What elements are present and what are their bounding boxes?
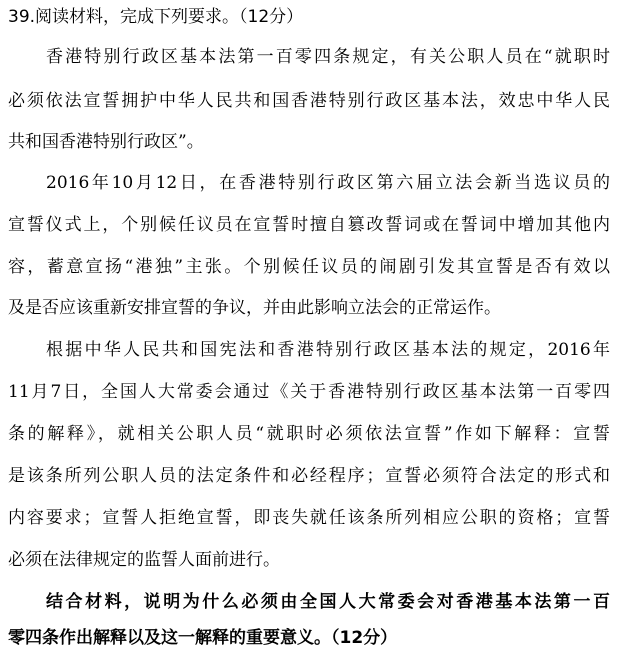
task-line-2: 零四条作出解释以及这一解释的重要意义。（12分）	[8, 628, 398, 648]
paragraph-1-line-2: 必须依法宣誓拥护中华人民共和国香港特别行政区基本法，效忠中华人民	[8, 91, 610, 111]
question-header: 39.阅读材料，完成下列要求。（12分）	[8, 7, 304, 27]
paragraph-2-line-3: 容，蓄意宣扬“港独”主张。个别候任议员的闹剧引发其宣誓是否有效以	[8, 257, 610, 277]
paragraph-3-line-3: 条的解释》，就相关公职人员“就职时必须依法宣誓”作如下解释：宣誓	[8, 424, 610, 444]
paragraph-1-line-3: 共和国香港特别行政区”。	[8, 132, 204, 152]
paragraph-2-line-2: 宣誓仪式上，个别候任议员在宣誓时擅自篡改誓词或在誓词中增加其他内	[8, 215, 610, 235]
paragraph-1-line-1: 香港特别行政区基本法第一百零四条规定，有关公职人员在“就职时	[46, 47, 610, 67]
task-line-1: 结合材料，说明为什么必须由全国人大常委会对香港基本法第一百	[46, 592, 610, 612]
paragraph-3-line-4: 是该条所列公职人员的法定条件和必经程序；宣誓必须符合法定的形式和	[8, 466, 610, 486]
paragraph-3-line-5: 内容要求；宣誓人拒绝宣誓，即丧失就任该条所列相应公职的资格；宣誓	[8, 508, 610, 528]
paragraph-3-line-6: 必须在法律规定的监誓人面前进行。	[8, 550, 280, 570]
paragraph-3-line-2: 11月7日，全国人大常委会通过《关于香港特别行政区基本法第一百零四	[8, 382, 610, 402]
paragraph-2-line-1: 2016年10月12日，在香港特别行政区第六届立法会新当选议员的	[46, 173, 610, 193]
paragraph-3-line-1: 根据中华人民共和国宪法和香港特别行政区基本法的规定，2016年	[46, 340, 610, 360]
paragraph-2-line-4: 及是否应该重新安排宣誓的争议，并由此影响立法会的正常运作。	[8, 298, 501, 318]
